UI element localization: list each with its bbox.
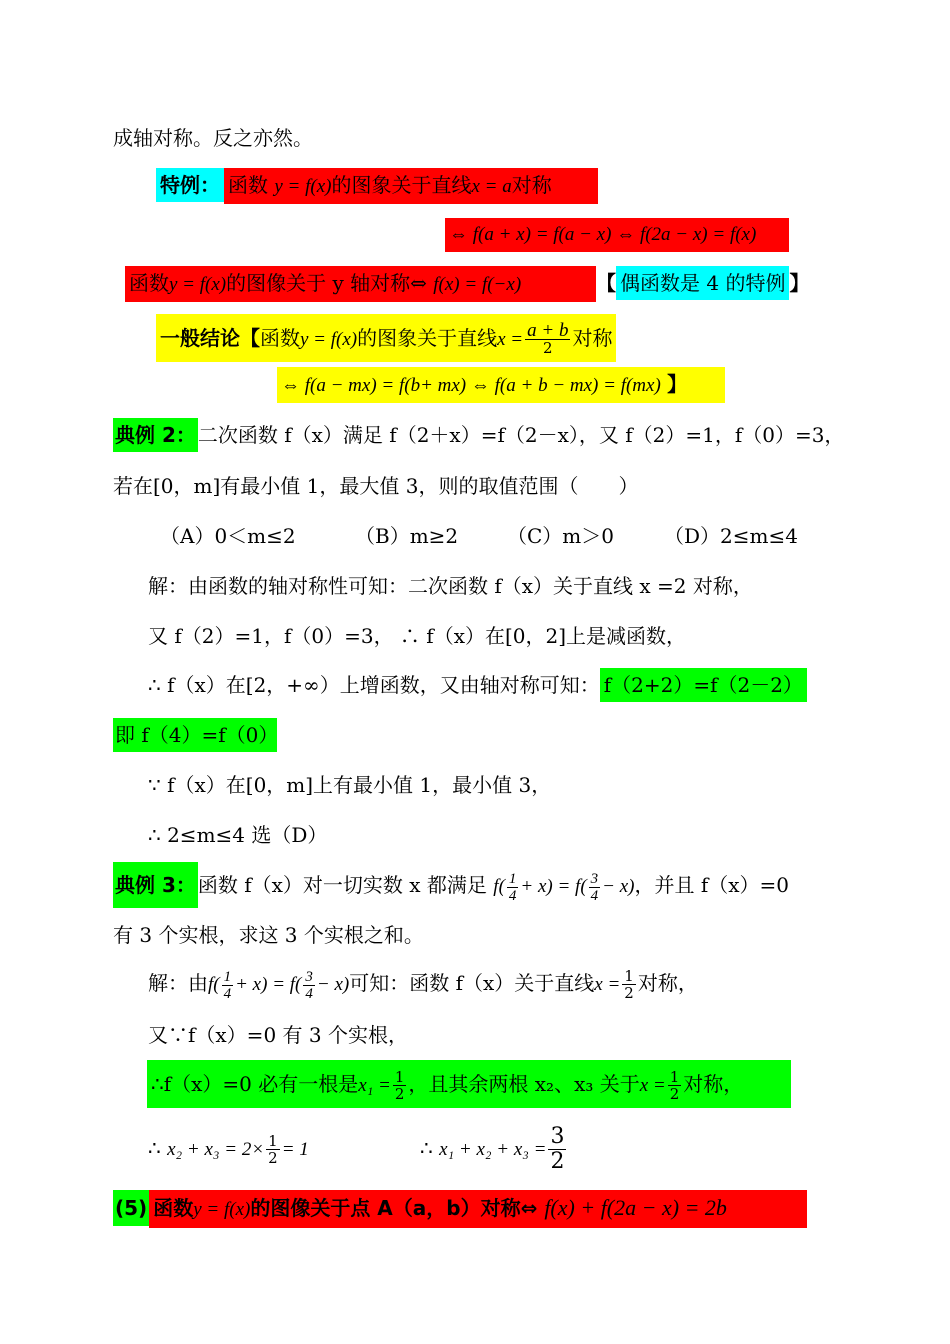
- example3-sum-x2-x3: ∴ x₂ + x₃ = 2× $\frac{1}{2}$ = 1: [148, 1132, 309, 1167]
- example2-option-b: （B）m≥2: [355, 524, 459, 548]
- even-function-note: 偶函数是 4 的特例: [616, 266, 789, 300]
- general-conclusion: 一般结论【函数y = f(x)的图象关于直线x = $\frac{a + b}{2}$ 对称: [156, 314, 616, 362]
- example3-root-highlight: ∴f（x）=0 必有一根是x₁ = $\frac{1}{2}$ ，且其余两根 x₂、x₃ 关于x = $\frac{1}{2}$ 对称，: [147, 1060, 791, 1108]
- example3-line1: 典例 3： 函数 f（x）对一切实数 x 都满足 f( $\frac{1}{4}$ + x) = f( $\frac{3}{4}$ − x)，并且 f（x）=0: [113, 862, 789, 910]
- general-conclusion-row: [156, 314, 616, 362]
- intro-line: 成轴对称。反之亦然。: [113, 126, 313, 150]
- example3-solution3: [147, 1060, 791, 1108]
- even-function-row: 函数y = f(x)的图像关于 y 轴对称⇔ f(x) = f(−x) 【 偶函数是 4 的特例 】: [125, 266, 809, 302]
- point-symmetry-number: (5): [113, 1190, 149, 1226]
- example2-option-d: （D）2≤m≤4: [664, 524, 798, 548]
- example3-solution1: 解：由f( $\frac{1}{4}$ + x) = f( $\frac{3}{4}$ − x)可知：函数 f（x）关于直线x = $\frac{1}{2}$ 对称，: [148, 967, 698, 1003]
- example2-label: 典例 2：: [113, 418, 198, 452]
- example2-solution5: ∵ f（x）在[0，m]上有最小值 1，最小值 3，: [148, 773, 552, 797]
- example2-solution3: ∴ f（x）在[2，+∞）上增函数，又由轴对称可知： f（2+2）=f（2－2）: [148, 668, 807, 702]
- example2-solution2: 又 f（2）=1，f（0）=3， ∴ f（x）在[0，2]上是减函数，: [148, 624, 687, 648]
- example2-solution4: 即 f（4）=f（0）: [113, 718, 277, 752]
- example3-label: 典例 3：: [113, 862, 198, 908]
- example2-answer: ∴ 2≤m≤4 选（D）: [148, 823, 328, 847]
- example2-solution1: 解：由函数的轴对称性可知：二次函数 f（x）关于直线 x =2 对称，: [148, 574, 753, 598]
- general-conclusion-equivalence: ⇔ f(a − mx) = f(b+ mx) ⇔ f(a + b − mx) = f(mx) 】: [277, 367, 725, 403]
- example3-line2: 有 3 个实根，求这 3 个实根之和。: [113, 923, 424, 947]
- example2-line1: 典例 2： 二次函数 f（x）满足 f（2＋x）=f（2－x），又 f（2）=1，f（0）=3，: [113, 418, 844, 452]
- special-case-statement: 函数 y = f(x)的图象关于直线x = a对称: [224, 168, 598, 204]
- example3-sum-all: ∴ x₁ + x₂ + x₃ = $\frac{3}{2}$: [420, 1124, 565, 1174]
- special-case-row: [156, 168, 598, 202]
- example2-symmetry-highlight: f（2+2）=f（2－2）: [600, 668, 807, 702]
- even-function-statement: 函数y = f(x)的图像关于 y 轴对称⇔ f(x) = f(−x): [125, 266, 596, 302]
- point-symmetry-statement: 函数y = f(x)的图像关于点 A（a，b）对称⇔ f(x) + f(2a − x) = 2b: [149, 1190, 807, 1228]
- example3-solution2: 又∵f（x）=0 有 3 个实根，: [148, 1023, 408, 1047]
- example2-option-a: （A）0＜m≤2: [160, 524, 296, 548]
- point-symmetry-row: [113, 1190, 807, 1228]
- special-case-label: 特例：: [156, 168, 224, 202]
- example2-option-c: （C）m＞0: [507, 524, 614, 548]
- special-case-equivalence: ⇔ f(a + x) = f(a − x) ⇔ f(2a − x) = f(x): [445, 216, 789, 252]
- example2-line2: 若在[0，m]有最小值 1，最大值 3，则的取值范围（ ）: [113, 474, 639, 498]
